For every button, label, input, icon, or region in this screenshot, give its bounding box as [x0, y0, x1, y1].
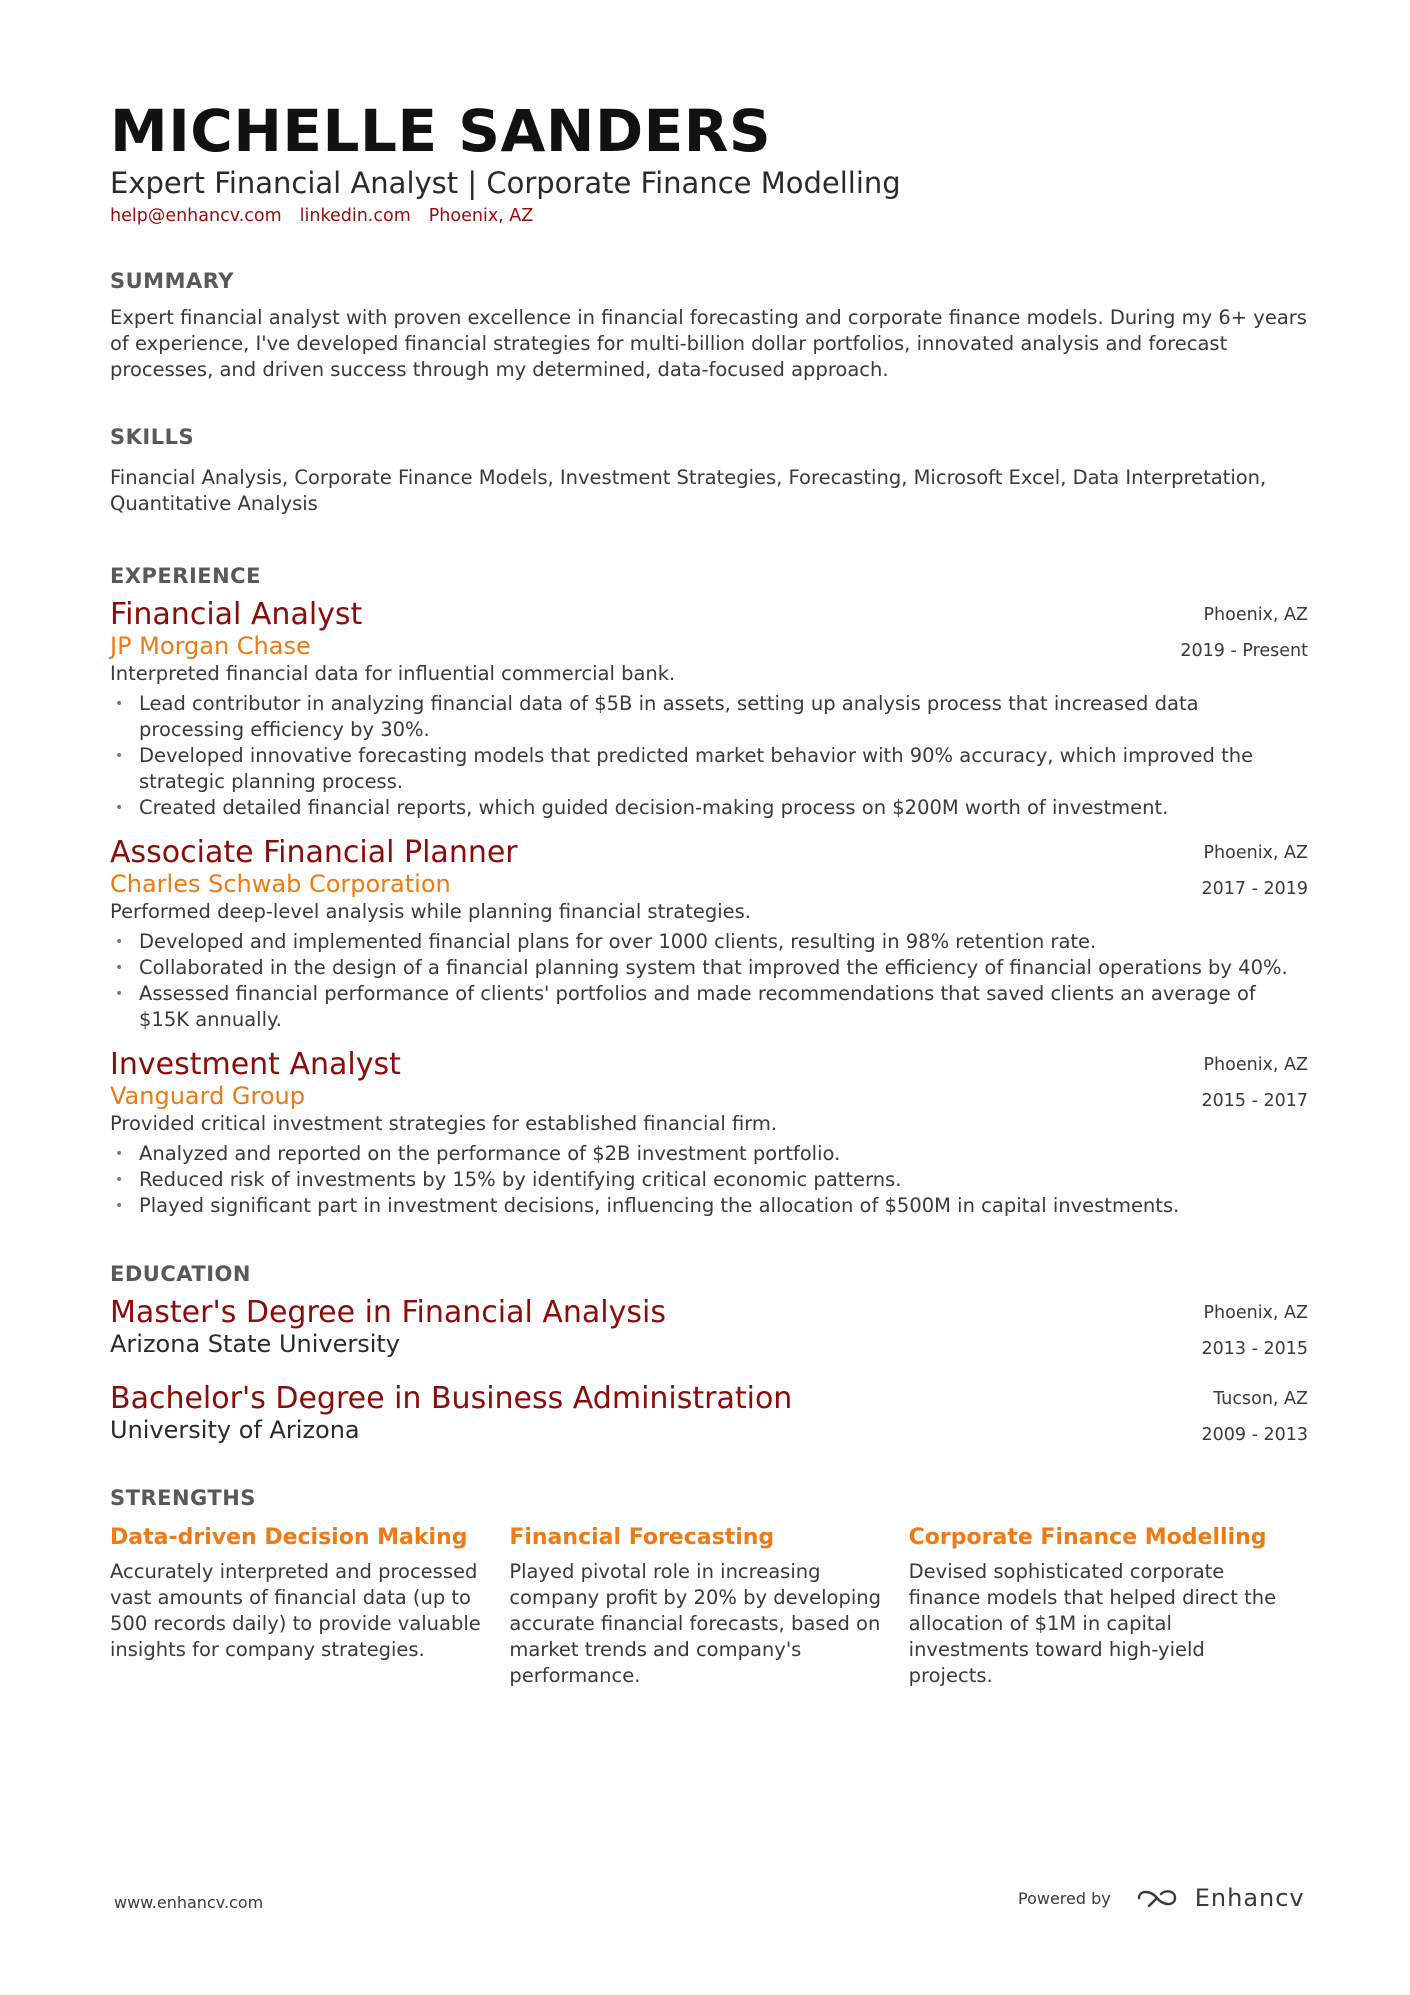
job-bullets: [110, 929, 1308, 1033]
bullet-text: Assessed financial performance of clients' portfolios and made recommendations that saved clients an average of $15K annually.: [139, 982, 1256, 1031]
resume-content: [110, 98, 1308, 1689]
footer-branding: [1018, 1884, 1305, 1912]
enhancv-logo-icon: [1135, 1885, 1183, 1911]
job-company: Charles Schwab Corporation: [110, 870, 451, 898]
job-company: Vanguard Group: [110, 1082, 305, 1110]
bullet-text: Analyzed and reported on the performance of $2B investment portfolio.: [139, 1142, 841, 1165]
strength-description: Devised sophisticated corporate finance models that helped direct the allocation of $1M in capital investments toward high-yield projects.: [908, 1560, 1277, 1687]
strength-item: [909, 1523, 1308, 1689]
job-bullets: [110, 1141, 1308, 1219]
skills-section: [110, 422, 1308, 517]
bullet-text: Reduced risk of investments by 15% by identifying critical economic patterns.: [139, 1168, 902, 1191]
bullet-item: [110, 1193, 1308, 1219]
education-location: Tucson, AZ: [1213, 1389, 1308, 1409]
bullet-text: Developed innovative forecasting models that predicted market behavior with 90% accuracy, which improved the strategic planning process.: [139, 744, 1254, 793]
bullet-item: [110, 1167, 1308, 1193]
location-text: Phoenix, AZ: [428, 206, 534, 226]
job-dates: 2017 - 2019: [1201, 879, 1308, 899]
job-meta: [1201, 835, 1308, 907]
job-location: Phoenix, AZ: [1203, 605, 1308, 625]
linkedin-link[interactable]: linkedin.com: [299, 206, 411, 226]
strength-title: Corporate Finance Modelling: [908, 1525, 1267, 1550]
bullet-icon: •: [115, 696, 124, 712]
bullet-text: Collaborated in the design of a financial planning system that improved the efficiency of financial operations by 40%.: [139, 956, 1288, 979]
job-title: Investment Analyst: [110, 1047, 401, 1082]
summary-heading: SUMMARY: [110, 269, 234, 293]
education-entry: [110, 1381, 1308, 1445]
job-entry: [110, 597, 1308, 821]
job-description: Interpreted financial data for influential commercial bank.: [110, 662, 676, 685]
bullet-icon: •: [115, 934, 124, 950]
education-entry: [110, 1295, 1308, 1359]
powered-by-label: Powered by: [1018, 1888, 1111, 1908]
bullet-icon: •: [115, 800, 124, 816]
resume-header: [110, 98, 1308, 229]
bullet-item: [110, 795, 1308, 821]
contact-info: [110, 203, 1308, 229]
strength-item: [509, 1523, 908, 1689]
strength-title: Financial Forecasting: [509, 1525, 775, 1550]
job-dates: 2019 - Present: [1180, 641, 1308, 661]
skills-text: Financial Analysis, Corporate Finance Models, Investment Strategies, Forecasting, Microsoft Excel, Data Interpretation, Quantitative Analysis: [110, 466, 1267, 515]
degree-title: Master's Degree in Financial Analysis: [110, 1295, 666, 1330]
job-meta: [1180, 597, 1308, 669]
summary-section: [110, 266, 1308, 383]
email-link[interactable]: help@enhancv.com: [110, 206, 282, 226]
education-dates: 2009 - 2013: [1201, 1425, 1308, 1445]
bullet-item: [110, 929, 1308, 955]
footer-website-link[interactable]: www.enhancv.com: [114, 1893, 264, 1912]
strength-title: Data-driven Decision Making: [110, 1525, 468, 1550]
strength-description: Accurately interpreted and processed vast amounts of financial data (up to 500 records daily) to provide valuable insights for company strategies.: [110, 1560, 481, 1661]
bullet-text: Created detailed financial reports, which guided decision-making process on $200M worth of investment.: [139, 796, 1169, 819]
education-location: Phoenix, AZ: [1203, 1303, 1308, 1323]
education-heading: EDUCATION: [110, 1262, 251, 1286]
skills-heading: SKILLS: [110, 425, 195, 449]
school-name: University of Arizona: [110, 1416, 360, 1444]
job-meta: [1201, 1047, 1308, 1119]
bullet-icon: •: [115, 1146, 124, 1162]
experience-heading: EXPERIENCE: [110, 564, 261, 588]
strengths-section: [110, 1483, 1308, 1689]
bullet-item: [110, 1141, 1308, 1167]
education-section: [110, 1259, 1308, 1445]
job-entry: [110, 835, 1308, 1033]
job-title: Financial Analyst: [110, 597, 363, 632]
bullet-icon: •: [115, 986, 124, 1002]
job-description: Provided critical investment strategies for established financial firm.: [110, 1112, 778, 1135]
strengths-heading: STRENGTHS: [110, 1486, 256, 1510]
bullet-icon: •: [115, 960, 124, 976]
bullet-icon: •: [115, 748, 124, 764]
strengths-grid: [110, 1523, 1308, 1689]
job-location: Phoenix, AZ: [1203, 843, 1308, 863]
education-dates: 2013 - 2015: [1201, 1339, 1308, 1359]
job-bullets: [110, 691, 1308, 821]
job-location: Phoenix, AZ: [1203, 1055, 1308, 1075]
job-dates: 2015 - 2017: [1201, 1091, 1308, 1111]
summary-text: Expert financial analyst with proven excellence in financial forecasting and corporate finance models. During my 6+ years of experience, I've developed financial strategies for multi-billion dollar portfolios, innovated analysis and forecast processes, and driven success through my determined, data-focused approach.: [110, 306, 1307, 381]
bullet-text: Developed and implemented financial plans for over 1000 clients, resulting in 98% retention rate.: [139, 930, 1097, 953]
job-title: Associate Financial Planner: [110, 835, 518, 870]
bullet-item: [110, 691, 1308, 743]
bullet-icon: •: [115, 1172, 124, 1188]
candidate-headline: Expert Financial Analyst | Corporate Finance Modelling: [110, 166, 901, 200]
bullet-text: Played significant part in investment decisions, influencing the allocation of $500M in capital investments.: [139, 1194, 1180, 1217]
bullet-item: [110, 981, 1308, 1033]
experience-section: [110, 561, 1308, 1219]
brand-name: Enhancv: [1194, 1884, 1305, 1912]
education-meta: [1201, 1381, 1308, 1453]
job-entry: [110, 1047, 1308, 1219]
bullet-text: Lead contributor in analyzing financial data of $5B in assets, setting up analysis process that increased data processing efficiency by 30%.: [139, 692, 1199, 741]
enhancv-logo[interactable]: [1135, 1884, 1305, 1912]
school-name: Arizona State University: [110, 1330, 401, 1358]
bullet-icon: •: [115, 1198, 124, 1214]
strength-item: [110, 1523, 509, 1689]
degree-title: Bachelor's Degree in Business Administration: [110, 1381, 793, 1416]
education-meta: [1201, 1295, 1308, 1367]
bullet-item: [110, 743, 1308, 795]
candidate-name: MICHELLE SANDERS: [110, 97, 772, 165]
job-company: JP Morgan Chase: [110, 632, 311, 660]
bullet-item: [110, 955, 1308, 981]
job-description: Performed deep-level analysis while planning financial strategies.: [110, 900, 751, 923]
strength-description: Played pivotal role in increasing company profit by 20% by developing accurate financial forecasts, based on market trends and company's performance.: [509, 1560, 881, 1687]
